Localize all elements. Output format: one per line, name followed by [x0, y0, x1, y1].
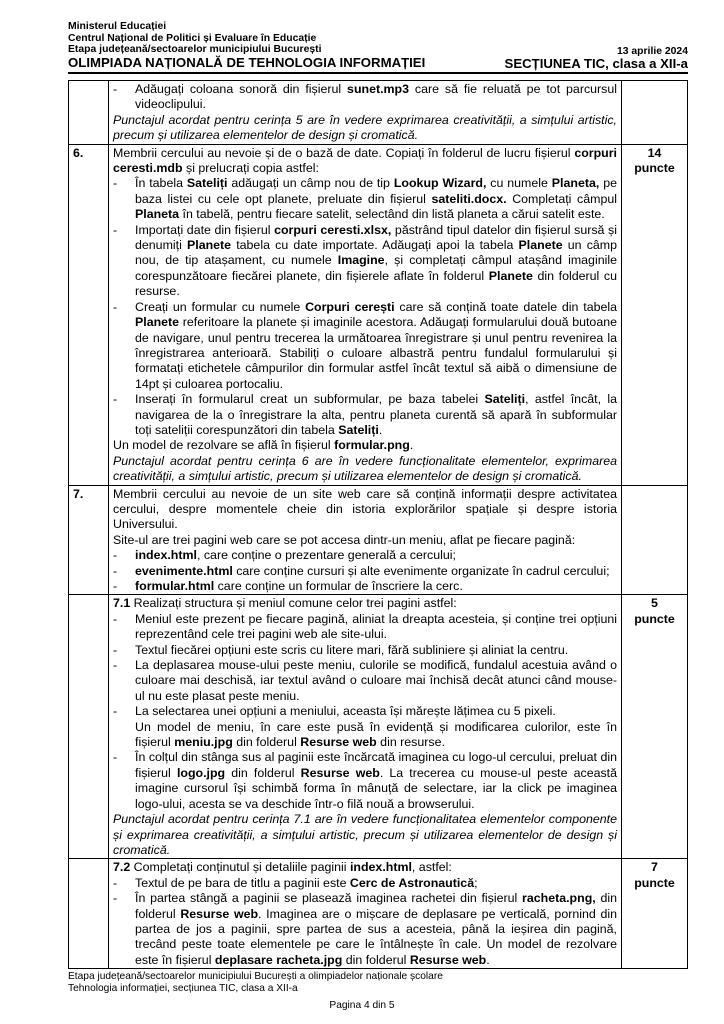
tasks-table: [68, 80, 688, 969]
task-number: 7.: [69, 485, 109, 595]
scoring-note: Punctajul acordat pentru cerința 5 are în vedere exprimarea creativității, a simțului artistic, precum și utilizarea elementelor de design și cromatică.: [113, 112, 617, 143]
list-item: - Inserați în formularul creat un subformular, pe baza tabelei Sateliți, astfel încât, la navigarea de la o înregistrare la alta, pentru planeta curentă să apară în subformular toți sateliții corespunzători din tabela Sateliți.: [113, 392, 617, 437]
list-item: - index.html, care conține o prezentare generală a cercului;: [113, 548, 456, 563]
list-item: - Importați date din fișierul corpuri ceresti.xlsx, păstrând tipul datelor din fișierul sursă și denumiți Planete tabela cu date importate. Adăugați apoi la tabela Planete un câmp nou, de tip atașament, cu numele Imagine, și completați câmpul atașând imaginile corespunzătoare fiecărei planete, din fișierele aflate în folderul Planete din folderul cu resurse.: [113, 222, 617, 299]
table-row: [69, 859, 688, 969]
section-label: SECȚIUNEA TIC, clasa a XII-a: [504, 56, 688, 71]
task-6-body: Membrii cercului au nevoie și de o bază de date. Copiați în folderul de lucru fișierul corpuri ceresti.mdb și prelucrați copia astfel: - În tabela Sateliți adăugați un câmp nou de tip Lookup Wizard, cu numele Planeta, pe baza listei cu cele opt planete, preluate din fișierul sateliti.docx. Completați câmpul Planeta în tabelă, pentru fiecare satelit, selectând din listă planeta a cărui satelit este. - Importați date din fișierul corpuri ceresti.xlsx, păstrând tipul datelor din fișierul sursă și denumiți Planete tabela cu date importate. Adăugați apoi la tabela Planete un câmp nou, de tip atașament, cu numele Imagine, și completați câmpul atașând imaginile corespunzătoare fiecărei planete, din fișierele aflate în folderul Planete din folderul cu resurse. - Creați un formular cu numele Corpuri cerești care să conțină toate datele din tabela Planete referitoare la planete și imaginile acestora. Adăugați formularului două butoane de navigare, unul pentru trecerea la următoarea înregistrare și unul pentru revenirea la înregistrarea anterioară. Stabiliți o culoare albastră pentru fundalul formularului și formatați etichetele câmpurilor din formular astfel încât textul să aibă o dimensiune de 14pt și culoarea portocaliu. - Inserați în formularul creat un subformular, pe baza tabelei Sateliți, astfel încât, la navigarea de la o înregistrare la alta, pentru planeta curentă să apară în subformular toți sateliții corespunzători din tabela Sateliți. Un model de rezolvare se află în fișierul formular.png. Punctajul acordat pentru cerința 6 are în vedere funcționalitate elementelor, exprimarea creativității, a simțului artistic, precum și utilizarea elementelor de design și cromatică.: [109, 144, 622, 485]
list-item: - Creați un formular cu numele Corpuri cerești care să conțină toate datele din tabela Planete referitoare la planete și imaginile acestora. Adăugați formularului două butoane de navigare, unul pentru trecerea la următoarea înregistrare și unul pentru revenirea la înregistrarea anterioară. Stabiliți o culoare albastră pentru fundalul formularului și formatați etichetele câmpurilor din formular astfel încât textul să aibă o dimensiune de 14pt și culoarea portocaliu.: [113, 299, 618, 391]
task-points: 5 puncte: [622, 595, 688, 859]
table-row: [69, 81, 688, 145]
list-item: - La deplasarea mouse-ului peste meniu, culorile se modifică, fundalul acestuia având o culoare mai deschisă, iar textul având o culoare mai închisă decât atunci când mouse-ul nu este plasat peste meniu.: [113, 658, 617, 703]
table-row: [69, 595, 688, 859]
page-number: Pagina 4 din 5: [329, 1000, 395, 1011]
olympiad-title: OLIMPIADA NAȚIONALĂ DE TEHNOLOGIA INFORMAȚIEI: [68, 54, 426, 70]
stage-name: Etapa județeană/sectoarelor municipiului București: [68, 44, 322, 56]
list-item: - La selectarea unei opțiuni a meniului, aceasta își mărește lățimea cu 5 pixeli.: [113, 704, 556, 719]
list-item: - Textul de pe bara de titlu a paginii este Cerc de Astronautică;: [113, 875, 478, 890]
task-7-intro: Membrii cercului au nevoie de un site web care să conțină informații despre activitatea cercului, despre momentele cheie din istoria explorărilor spațiale și despre istoria Universului. Site-ul are trei pagini web care se pot accesa dintr-un meniu, aflat pe fiecare pagină: - index.html, care conține o prezentare generală a cercului; - evenimente.html care conține cursuri și alte evenimente organizate în cadrul cercului; - formular.html care conține un formular de înscriere la cerc.: [109, 485, 622, 595]
scoring-note: Punctajul acordat pentru cerința 6 are în vedere funcționalitate elementelor, exprimarea creativității, a simțului artistic, precum și utilizarea elementelor de design și cromatică.: [113, 453, 617, 484]
ministry-name: Ministerul Educației: [68, 21, 167, 32]
page-footer: [68, 968, 688, 995]
task-5-continuation: [109, 81, 622, 145]
center-name: Centrul Național de Politici și Evaluare în Educație: [68, 32, 317, 44]
task-points: 14 puncte: [622, 144, 688, 485]
task-points: 7 puncte: [622, 859, 688, 969]
list-item: - formular.html care conține un formular de înscriere la cerc.: [113, 579, 463, 593]
model-reference: Un model de rezolvare se află în fișierul formular.png.: [113, 438, 414, 453]
list-item: - Meniul este prezent pe fiecare pagină, aliniat la dreapta acesteia, și conține trei opțiuni reprezentând cele trei pagini web ale site-ului.: [113, 611, 617, 642]
list-item: - evenimente.html care conține cursuri și alte evenimente organizate în cadrul cercului;: [113, 563, 610, 578]
table-row: [69, 144, 688, 485]
page-header: [68, 21, 688, 70]
task-7-1-body: 7.1 Realizați structura și meniul comune celor trei pagini astfel: - Meniul este prezent pe fiecare pagină, aliniat la dreapta acesteia, și conține trei opțiuni reprezentând cele trei pagini web ale site-ului. - Textul fiecărei opțiuni este scris cu litere mari, fără subliniere și aliniat la centru. - La deplasarea mouse-ului peste meniu, culorile se modifică, fundalul acestuia având o culoare mai deschisă, iar textul având o culoare mai închisă decât atunci când mouse-ul nu este plasat peste meniu. - La selectarea unei opțiuni a meniului, aceasta își mărește lățimea cu 5 pixeli. Un model de meniu, în care este pusă în evidență și modificarea culorilor, este în fișierul meniu.jpg din folderul Resurse web din resurse. - În colțul din stânga sus al paginii este încărcată imaginea cu logo-ul cercului, preluat din fișierul logo.jpg din folderul Resurse web. La trecerea cu mouse-ul peste această imagine cursorul își schimbă forma în mânuță de selectare, iar la click pe imaginea logo-ului, acesta se va deschide într-o filă nouă a browserului. Punctajul acordat pentru cerința 7.1 are în vedere funcționalitatea elementelor componente și exprimarea creativității, a simțului artistic, precum și utilizarea elementelor de design și cromatică.: [109, 595, 622, 859]
list-item: Un model de meniu, în care este pusă în evidență și modificarea culorilor, este în fișierul meniu.jpg din folderul Resurse web din resurse.: [135, 719, 617, 750]
footer-line-2: Tehnologia informației, secțiunea TIC, clasa a XII-a: [68, 983, 298, 994]
exam-date: 13 aprilie 2024: [616, 46, 688, 57]
list-item: - Adăugați coloana sonoră din fișierul sunet.mp3 care să fie reluată pe tot parcursul videoclipului.: [113, 82, 617, 112]
list-item: - În partea stângă a paginii se plasează imaginea rachetei din fișierul racheta.png, din folderul Resurse web. Imaginea are o mișcare de deplasare pe verticală, pornind din partea de jos a paginii, spre partea de sus a acesteia, până la ieșirea din pagină, trecând peste toate elementele pe care le întâlnește în cale. Un model de rezolvare este în fișierul deplasare racheta.jpg din folderul Resurse web.: [113, 891, 618, 967]
table-row: [69, 485, 688, 595]
list-item: - În tabela Sateliți adăugați un câmp nou de tip Lookup Wizard, cu numele Planeta, pe baza listei cu cele opt planete, preluate din fișierul sateliti.docx. Completați câmpul Planeta în tabelă, pentru fiecare satelit, selectând din listă planeta a cărui satelit este.: [113, 176, 617, 222]
task-7-2-body: 7.2 Completați conținutul și detaliile paginii index.html, astfel: - Textul de pe bara de titlu a paginii este Cerc de Astronautică; - În partea stângă a paginii se plasează imaginea rachetei din fișierul racheta.png, din folderul Resurse web. Imaginea are o mișcare de deplasare pe verticală, pornind din partea de jos a paginii, spre partea de sus a acesteia, până la ieșirea din pagină, trecând peste toate elementele pe care le întâlnește în cale. Un model de rezolvare este în fișierul deplasare racheta.jpg din folderul Resurse web.: [109, 859, 622, 969]
header-divider: [68, 72, 688, 74]
footer-line-1: Etapa județeană/sectoarelor municipiului București a olimpiadelor naționale școlare: [68, 971, 443, 982]
list-item: - În colțul din stânga sus al paginii este încărcată imaginea cu logo-ul cercului, preluat din fișierul logo.jpg din folderul Resurse web. La trecerea cu mouse-ul peste această imagine cursorul își schimbă forma în mânuță de selectare, iar la click pe imaginea logo-ului, acesta se va deschide într-o filă nouă a browserului.: [113, 750, 618, 811]
task-number: 6.: [69, 144, 109, 485]
scoring-note: Punctajul acordat pentru cerința 7.1 are în vedere funcționalitatea elementelor componente și exprimarea creativității, a simțului artistic, precum și utilizarea elementelor de design și cromatică.: [113, 812, 617, 857]
list-item: - Textul fiecărei opțiuni este scris cu litere mari, fără subliniere și aliniat la centru.: [113, 642, 569, 657]
